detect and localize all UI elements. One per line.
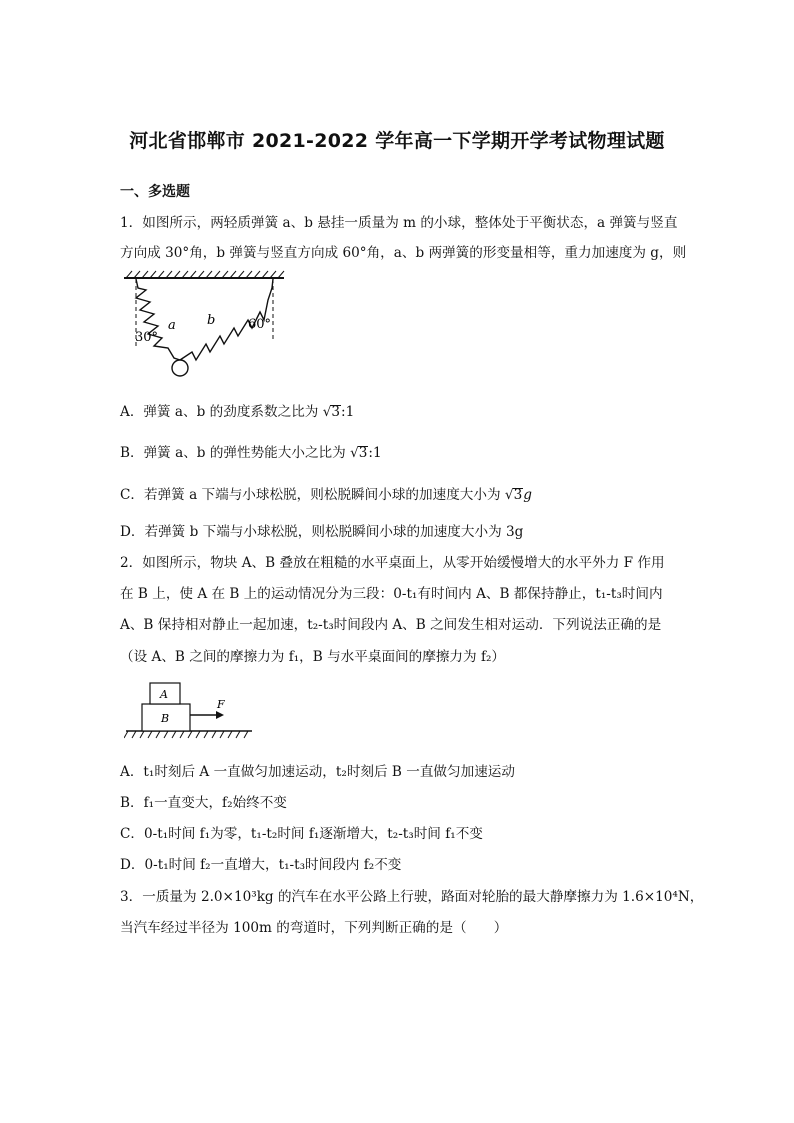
q2-option-a: A．t₁时刻后 A 一直做匀加速运动，t₂时刻后 B 一直做匀加速运动: [120, 764, 515, 780]
label-b: b: [207, 313, 216, 328]
q2-option-c: C．0-t₁时间 f₁为零，t₁-t₂时间 f₁逐渐增大，t₂-t₃时间 f₁不变: [120, 826, 483, 842]
ceiling-hatching: [126, 271, 284, 278]
q1-stem-line2: 方向成 30°角，b 弹簧与竖直方向成 60°角，a、b 两弹簧的形变量相等，重力加速度为 g，则: [120, 245, 687, 261]
force-label: F: [217, 698, 225, 711]
ball: [172, 360, 188, 376]
q2-stem-line3: A、B 保持相对静止一起加速，t₂-t₃时间段内 A、B 之间发生相对运动．下列说法正确的是: [120, 617, 662, 633]
q1-option-a: A．弹簧 a、b 的劲度系数之比为 √3:1: [120, 404, 355, 420]
q2-stem-line4: （设 A、B 之间的摩擦力为 f₁，B 与水平桌面间的摩擦力为 f₂）: [120, 649, 506, 665]
section-heading: 一、多选题: [120, 184, 190, 200]
block-a-label: A: [160, 688, 168, 701]
q2-option-b: B．f₁一直变大，f₂始终不变: [120, 795, 287, 811]
q3-stem-line2: 当汽车经过半径为 100m 的弯道时，下列判断正确的是（ ）: [120, 920, 508, 936]
q2-stem-line2: 在 B 上，使 A 在 B 上的运动情况分为三段：0-t₁有时间内 A、B 都保持静止，t₁-t₃时间内: [120, 586, 663, 602]
q2-option-d: D．0-t₁时间 f₂一直增大，t₁-t₃时间段内 f₂不变: [120, 857, 402, 873]
q3-stem-line1: 3．一质量为 2.0×10³kg 的汽车在水平公路上行驶，路面对轮胎的最大静摩擦力为 1.6×10⁴N，: [120, 889, 704, 905]
q1-option-b: B．弹簧 a、b 的弹性势能大小之比为 √3:1: [120, 445, 382, 461]
force-arrow-head: [216, 711, 224, 719]
q1-spring-figure: [118, 268, 288, 383]
block-b-label: B: [161, 712, 170, 725]
q2-stem-line1: 2．如图所示，物块 A、B 叠放在粗糙的水平桌面上，从零开始缓慢增大的水平外力 F 作用: [120, 555, 665, 571]
angle-a-label: 30°: [135, 330, 159, 345]
q1-stem-line1: 1．如图所示，两轻质弹簧 a、b 悬挂一质量为 m 的小球，整体处于平衡状态，a 弹簧与竖直: [120, 215, 678, 231]
q1-option-d: D．若弹簧 b 下端与小球松脱，则松脱瞬间小球的加速度大小为 3g: [120, 524, 524, 540]
q2-block-figure: [124, 678, 254, 742]
angle-b-label: 60°: [248, 317, 272, 332]
q1-option-c: C．若弹簧 a 下端与小球松脱，则松脱瞬间小球的加速度大小为 √3g: [120, 487, 532, 503]
page-title: 河北省邯郸市 2021-2022 学年高一下学期开学考试物理试题: [129, 130, 665, 152]
label-a: a: [168, 318, 176, 333]
table-hatching: [124, 731, 248, 738]
